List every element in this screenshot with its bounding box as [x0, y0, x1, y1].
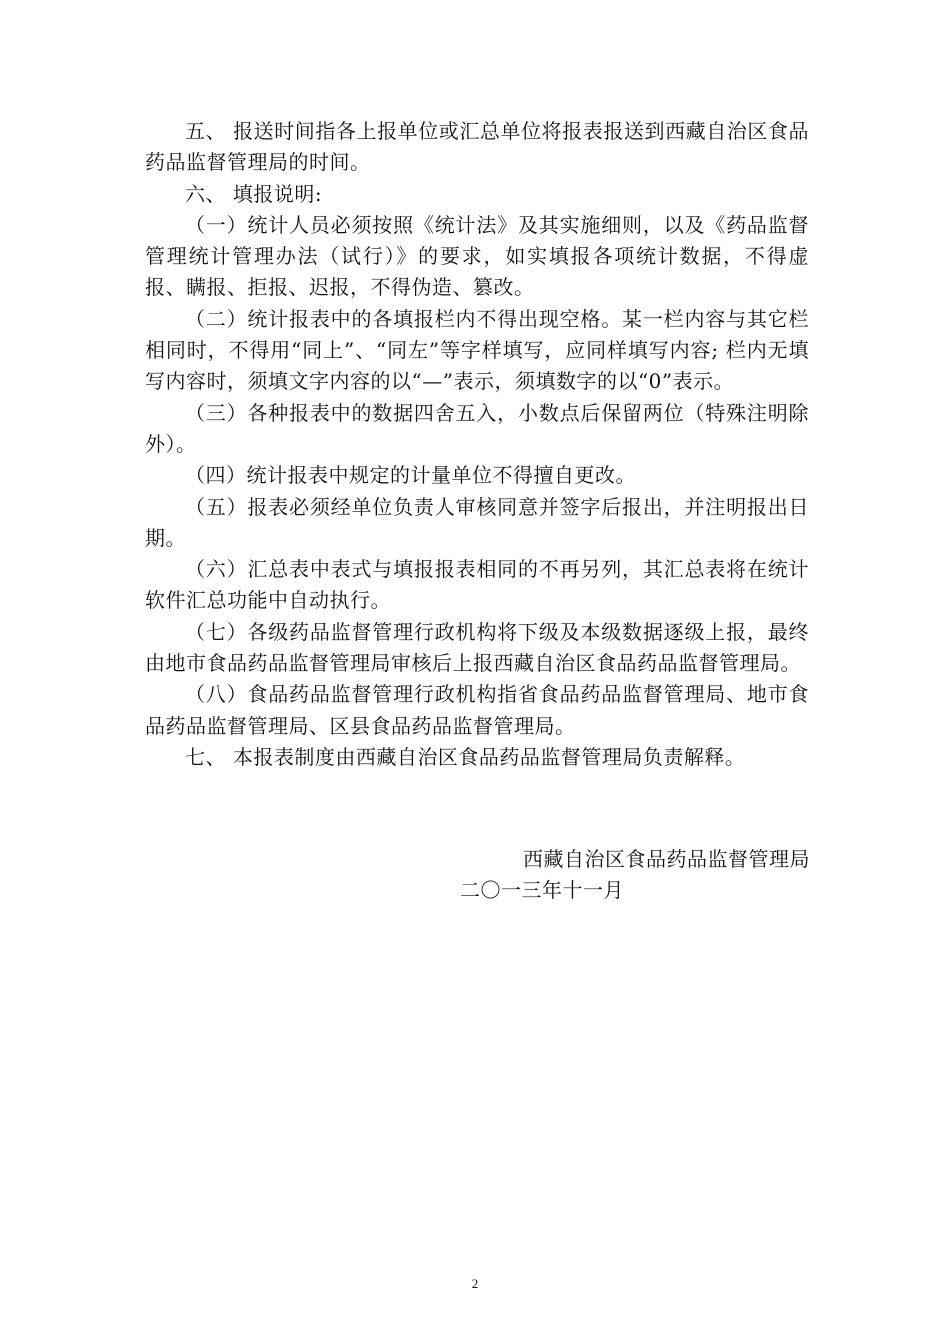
signature-block: [460, 844, 810, 907]
page-number: 2: [471, 1276, 479, 1291]
paragraph-filling-instructions-heading: 六、 填报说明:: [185, 181, 323, 206]
document-body: [145, 116, 809, 773]
paragraph-instruction-4: （四）统计报表中规定的计量单位不得擅自更改。: [185, 463, 636, 488]
paragraph-instruction-1: （一）统计人员必须按照《统计法》及其实施细则，以及《药品监督管理统计管理办法（试行）》的要求，如实填报各项统计数据，不得虚报、瞒报、拒报、迟报，不得伪造、篡改。: [145, 212, 809, 300]
paragraph-instruction-6: （六）汇总表中表式与填报报表相同的不再另列，其汇总表将在统计软件汇总功能中自动执行。: [145, 557, 809, 613]
signature-date: 二〇一三年十一月: [460, 878, 624, 903]
paragraph-instruction-7: （七）各级药品监督管理行政机构将下级及本级数据逐级上报，最终由地市食品药品监督管理局审核后上报西藏自治区食品药品监督管理局。: [145, 619, 809, 676]
paragraph-instruction-2: （二）统计报表中的各填报栏内不得出现空格。某一栏内容与其它栏相同时，不得用“同上”、“同左”等字样填写，应同样填写内容; 栏内无填写内容时，须填文字内容的以“—”表示，须填数字的以“0”表示。: [145, 306, 809, 394]
paragraph-instruction-5: （五）报表必须经单位负责人审核同意并签字后报出，并注明报出日期。: [145, 494, 809, 550]
signature-organization: 西藏自治区食品药品监督管理局: [523, 847, 810, 871]
paragraph-instruction-3: （三）各种报表中的数据四舍五入，小数点后保留两位（特殊注明除外）。: [145, 400, 809, 456]
paragraph-interpretation: 七、 本报表制度由西藏自治区食品药品监督管理局负责解释。: [185, 744, 746, 769]
paragraph-instruction-8: （八）食品药品监督管理行政机构指省食品药品监督管理局、地市食品药品监督管理局、区县食品药品监督管理局。: [145, 682, 809, 738]
paragraph-reporting-time: 五、 报送时间指各上报单位或汇总单位将报表报送到西藏自治区食品药品监督管理局的时间。: [145, 119, 809, 175]
